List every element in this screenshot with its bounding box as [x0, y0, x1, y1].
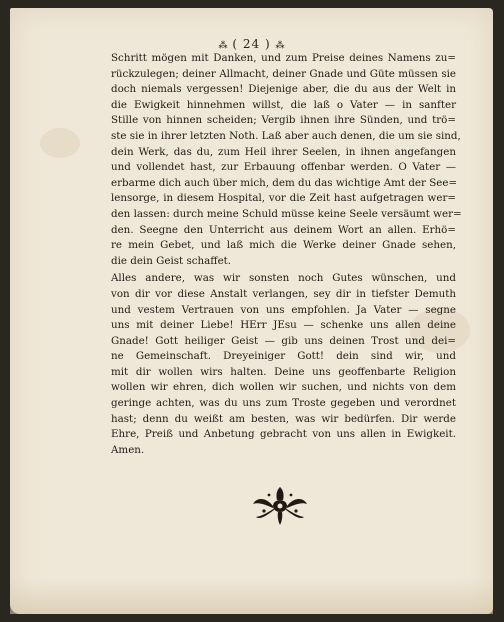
book-page — [10, 8, 493, 614]
text-line: mit dir wollen wirs halten. Deine uns geoffenbarte Religion — [111, 365, 456, 378]
text-line: die Ewigkeit hinnehmen willst, die laß o Vater — in sanfter — [111, 98, 456, 111]
text-line: den. Seegne den Unterricht aus deinem Wort an allen. Erhö= — [111, 223, 456, 236]
floral-vignette-icon — [250, 486, 310, 526]
text-line: ne Gemeinschaft. Dreyeiniger Gott! dein sind wir, und — [111, 350, 456, 363]
page-number: ( 24 ) — [232, 37, 271, 51]
text-line: uns mit deiner Liebe! HErr JEsu — schenke uns allen deine — [111, 319, 456, 332]
text-line: Ehre, Preiß und Anbetung gebracht von uns allen in Ewigkeit. — [111, 428, 456, 441]
page-edge — [10, 578, 493, 614]
text-line: rückzulegen; deiner Allmacht, deiner Gnade und Güte müssen sie — [111, 67, 456, 80]
text-line: doch niemals vergessen! Diejenige aber, die du aus der Welt in — [111, 83, 456, 96]
text-line: Alles andere, was wir sonsten noch Gutes wünschen, und — [111, 272, 456, 285]
text-line: und vestem Vertrauen von uns empfohlen. Ja Vater — segne — [111, 303, 456, 316]
text-line: ste sie in ihrer letzten Noth. Laß aber auch denen, die um sie sind, — [111, 129, 461, 142]
header-ornament-left: ⁂ — [218, 41, 228, 51]
text-line: und vollendet hast, zur Erbauung offenbar werden. O Vater — — [111, 161, 456, 174]
text-line: wollen wir ehren, dich wollen wir suchen, und nichts von dem — [111, 381, 456, 394]
header-ornament-right: ⁂ — [275, 41, 285, 51]
text-line: den lassen: durch meine Schuld müsse keine Seele versäumt wer= — [111, 207, 462, 220]
text-line: dein Werk, das du, zum Heil ihrer Seelen, in ihnen angefangen — [111, 145, 456, 158]
text-line: die dein Geist schaffet. — [111, 254, 232, 267]
text-line: lensorge, in diesem Hospital, vor die Zeit hast aufgetragen wer= — [111, 192, 456, 205]
paragraph-1 — [111, 51, 462, 269]
paper-stain — [40, 128, 80, 158]
text-line: geringe achten, was du uns zum Troste gegeben und verordnet — [111, 397, 456, 410]
page-header — [10, 37, 493, 51]
body-text — [111, 51, 462, 458]
paragraph-2 — [111, 271, 456, 458]
text-line: hast; denn du weißt am besten, was wir bedürfen. Dir werde — [111, 412, 456, 425]
text-line: von dir vor diese Anstalt verlangen, sey dir in tiefster Demuth — [111, 287, 456, 300]
text-line: Amen. — [111, 443, 145, 456]
text-line: Schritt mögen mit Danken, und zum Preise deines Namens zu= — [111, 52, 456, 64]
text-line: Gnade! Gott heiliger Geist — gib uns deinen Trost und dei= — [111, 334, 456, 347]
text-line: Stille von hinnen scheiden; Vergib ihnen ihre Sünden, und trö= — [111, 114, 456, 127]
text-line: re mein Gebet, und laß mich die Werke deiner Gnade sehen, — [111, 239, 456, 252]
text-line: erbarme dich auch über mich, dem du das wichtige Amt der See= — [111, 176, 458, 189]
